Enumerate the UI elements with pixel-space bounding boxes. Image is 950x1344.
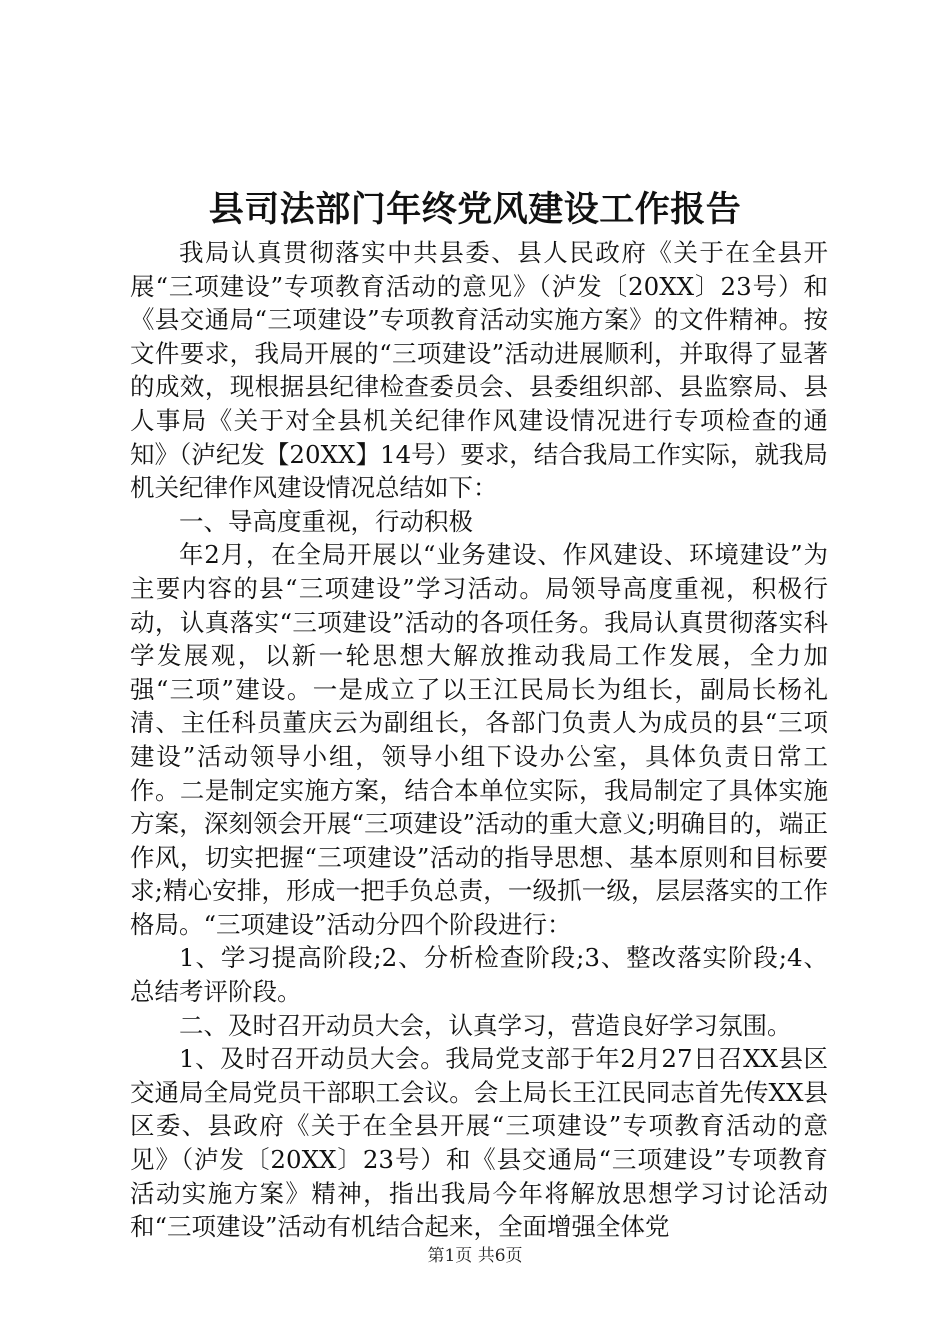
page-footer: 第1页 共6页	[427, 1246, 523, 1266]
page-title: 县司法部门年终党风建设工作报告	[208, 189, 742, 230]
section-2-paragraph: 1、及时召开动员大会。我局党支部于年2月27日召XX县区交通局全局党员干部职工会议。会上局长王江民同志首先传XX县区委、县政府《关于在全县开展“三项建设”专项教育活动的意见》（泸发〔20XX〕23号）和《县交通局“三项建设”专项教育活动实施方案》精神，指出我局今年将解放思想学习讨论活动和“三项建设”活动有机结合起来，全面增强全体党	[130, 1044, 828, 1242]
intro-paragraph: 我局认真贯彻落实中共县委、县人民政府《关于在全县开展“三项建设”专项教育活动的意见》（泸发〔20XX〕23号）和《县交通局“三项建设”专项教育活动实施方案》的文件精神。按文件要求，我局开展的“三项建设”活动进展顺利，并取得了显著的成效，现根据县纪律检查委员会、县委组织部、县监察局、县人事局《关于对全县机关纪律作风建设情况进行专项检查的通知》（泸纪发【20XX】14号）要求，结合我局工作实际，就我局机关纪律作风建设情况总结如下：	[130, 238, 828, 503]
stages-paragraph: 1、学习提高阶段;2、分析检查阶段;3、整改落实阶段;4、总结考评阶段。	[130, 943, 828, 1007]
section-heading-2: 二、及时召开动员大会，认真学习，营造良好学习氛围。	[179, 1010, 792, 1040]
section-heading-1: 一、导高度重视，行动积极	[179, 506, 473, 536]
section-1-paragraph: 年2月，在全局开展以“业务建设、作风建设、环境建设”为主要内容的县“三项建设”学习活动。局领导高度重视，积极行动，认真落实“三项建设”活动的各项任务。我局认真贯彻落实科学发展观，以新一轮思想大解放推动我局工作发展，全力加强“三项”建设。一是成立了以王江民局长为组长，副局长杨礼清、主任科员董庆云为副组长，各部门负责人为成员的县“三项建设”活动领导小组，领导小组下设办公室，具体负责日常工作。二是制定实施方案，结合本单位实际，我局制定了具体实施方案，深刻领会开展“三项建设”活动的重大意义;明确目的，端正作风，切实把握“三项建设”活动的指导思想、基本原则和目标要求;精心安排，形成一把手负总责，一级抓一级，层层落实的工作格局。“三项建设”活动分四个阶段进行：	[130, 540, 828, 939]
document-body	[130, 236, 828, 1244]
